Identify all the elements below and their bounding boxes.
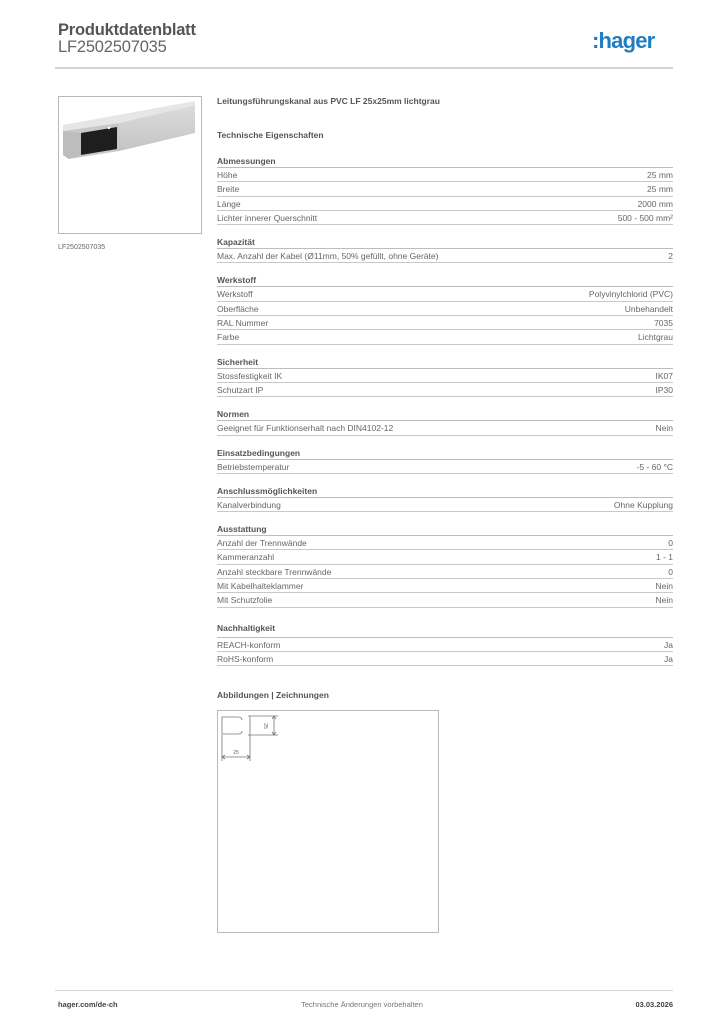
section-title: Sicherheit [217,356,673,369]
spec-value: 2000 mm [637,198,673,209]
spec-label: Max. Anzahl der Kabel (Ø11mm, 50% gefüllt, ohne Geräte) [217,251,439,262]
image-caption: LF2502507035 [58,244,106,251]
spec-value: Lichtgrau [638,332,673,343]
spec-row [217,498,673,512]
spec-value: Polyvinylchlorid (PVC) [588,289,673,300]
spec-row [217,579,673,593]
spec-label: Anzahl steckbare Trennwände [217,566,332,577]
section-title: Nachhaltigkeit [217,622,673,638]
spec-value: 25 mm [647,184,673,195]
cable-duct-icon [59,97,201,233]
spec-label: RoHS-konform [217,653,274,664]
section-title: Normen [217,408,673,421]
spec-row [217,460,673,474]
website-link[interactable]: hager.com/de-ch [58,1000,118,1009]
footer-disclaimer: Technische Änderungen vorbehalten [301,1000,423,1009]
hager-logo: :hager [592,28,655,53]
section-title: Werkstoff [217,274,673,287]
spec-label: Mit Kabelhalteklammer [217,581,304,592]
spec-row [217,168,673,182]
spec-label: Lichter innerer Querschnitt [217,212,318,223]
spec-value: Ohne Kupplung [613,499,673,510]
spec-row [217,652,673,666]
spec-row [217,287,673,301]
spec-row [217,211,673,225]
product-number: LF2502507035 [58,38,167,56]
spec-value: 0 [668,538,673,549]
spec-label: Geeignet für Funktionserhalt nach DIN4102-12 [217,423,394,434]
spec-label: Mit Schutzfolie [217,595,273,606]
spec-label: Anzahl der Trennwände [217,538,307,549]
spec-label: Oberfläche [217,303,259,314]
document-title: Produktdatenblatt [58,21,196,39]
spec-value: Ja [664,653,673,664]
spec-row [217,182,673,196]
spec-label: Farbe [217,332,240,343]
product-image [58,96,202,234]
spec-value: 500 - 500 mm² [617,212,673,223]
spec-value: 25 mm [647,170,673,180]
spec-value: 0 [668,566,673,577]
height-dimension-label: 25 [262,723,268,729]
section-safety [217,356,673,398]
technical-properties-heading: Technische Eigenschaften [217,130,324,140]
footer-divider [55,990,673,991]
spec-row [217,421,673,435]
header-divider [55,67,673,69]
section-equipment [217,523,673,607]
spec-value: Nein [655,423,673,434]
spec-value: 1 - 1 [655,552,673,563]
spec-content [217,96,673,666]
spec-label: REACH-konform [217,639,281,650]
spec-label: Schutzart IP [217,384,264,395]
spec-value: 7035 [654,318,673,329]
section-operating-conditions [217,447,673,474]
technical-drawing [217,710,439,933]
drawings-heading: Abbildungen | Zeichnungen [217,690,329,700]
spec-row [217,330,673,344]
spec-row [217,197,673,211]
spec-value: -5 - 60 °C [636,461,673,472]
product-description: Leitungsführungskanal aus PVC LF 25x25mm lichtgrau [217,96,440,106]
section-title: Anschlussmöglichkeiten [217,485,673,498]
spec-row [217,302,673,316]
section-title: Kapazität [217,236,673,249]
section-material [217,274,673,344]
spec-row [217,316,673,330]
section-title: Abmessungen [217,155,673,168]
spec-row [217,593,673,607]
spec-value: IK07 [655,370,673,381]
spec-value: Nein [655,581,673,592]
spec-label: Länge [217,198,241,209]
section-title: Ausstattung [217,523,673,536]
section-capacity [217,236,673,263]
spec-label: Betriebstemperatur [217,461,290,472]
spec-row [217,638,673,652]
spec-label: Kammeranzahl [217,552,275,563]
spec-row [217,536,673,550]
spec-value: 2 [668,251,673,262]
spec-label: RAL Nummer [217,318,269,329]
section-connections [217,485,673,512]
spec-label: Werkstoff [217,289,253,300]
spec-value: Nein [655,595,673,606]
section-title: Einsatzbedingungen [217,447,673,460]
spec-row [217,369,673,383]
section-dimensions [217,155,673,225]
spec-row [217,383,673,397]
spec-value: Ja [664,639,673,650]
spec-label: Breite [217,184,240,195]
spec-value: Unbehandelt [624,303,673,314]
spec-label: Stossfestigkeit IK [217,370,283,381]
spec-value: IP30 [655,384,673,395]
profile-drawing-icon [218,711,438,932]
section-sustainability [217,622,673,667]
footer-date: 03.03.2026 [635,1000,673,1009]
spec-row [217,550,673,564]
spec-label: Höhe [217,170,238,180]
width-dimension-label: 25 [233,750,239,756]
spec-row [217,565,673,579]
section-standards [217,408,673,435]
spec-label: Kanalverbindung [217,499,281,510]
spec-row [217,249,673,263]
